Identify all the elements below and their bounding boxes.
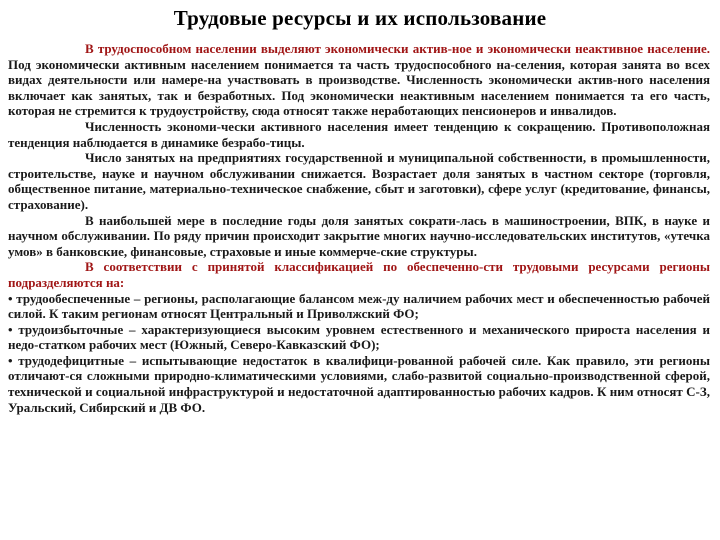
paragraph-1-text: Под экономически активным населением понимается та часть трудоспособного на-селения, которая занята во всех видах деятельности или намере-на участвовать в производстве. Численность экономически актив-ного населения включает как занятых, так и безработных. Под экономически неактивным населением понимается та его часть, которая не стремится к трудоустройству, сюда относят также неработающих пенсионеров и инвалидов. — [8, 56, 710, 119]
slide-title: Трудовые ресурсы и их использование — [173, 6, 547, 30]
paragraph-5-highlight: В соответствии с принятой классификацией по обеспеченно-сти трудовыми ресурсами регионы подразделяются на: — [8, 259, 710, 290]
paragraph-1 — [8, 41, 710, 119]
paragraph-2: Численность экономи-чески активного населения имеет тенденцию к сокращению. Противоположная тенденция наблюдается в динамике безрабо-тицы. — [8, 118, 710, 150]
paragraph-4: В наибольшей мере в последние годы доля занятых сократи-лась в машиностроении, ВПК, в науке и научном обслуживании. По ряду причин происходит закрытие многих научно-исследовательских институтов, «утечка умов» в банковские, финансовые, страховые и иные коммерче-ские структуры. — [8, 212, 710, 259]
bullet-item-2: • трудоизбыточные – характеризующиеся высоким уровнем естественного и механического прироста населения и недо-статком рабочих мест (Южный, Северо-Кавказский ФО); — [8, 321, 710, 353]
slide-body — [8, 41, 710, 415]
bullet-item-3: • трудодефицитные – испытывающие недостаток в квалифици-рованной рабочей силе. Как правило, эти регионы отличают-ся сложными природно-климатическими условиями, слабо-развитой социально-производственной сферой, технической и социальной инфраструктурой и недостаточной адаптированностью рабочих кадров. К ним относят С-З, Уральский, Сибирский и ДВ ФО. — [8, 352, 710, 415]
paragraph-3: Число занятых на предприятиях государственной и муниципальной собственности, в промышленности, строительстве, науке и научном обслуживании снижается. Возрастает доля занятых в частном секторе (торговля, общественное питание, материально-техническое снабжение, сбыт и заготовки), сфере услуг (кредитование, финансы, страхование). — [8, 150, 710, 212]
paragraph-1-highlight: В трудоспособном населении выделяют экономически актив-ное и экономически неактивное население. — [85, 41, 710, 56]
bullet-item-1: • трудообеспеченные – регионы, располагающие балансом меж-ду наличием рабочих мест и обеспеченностью рабочей силой. К таким регионам относят Центральный и Приволжский ФО; — [8, 290, 710, 322]
